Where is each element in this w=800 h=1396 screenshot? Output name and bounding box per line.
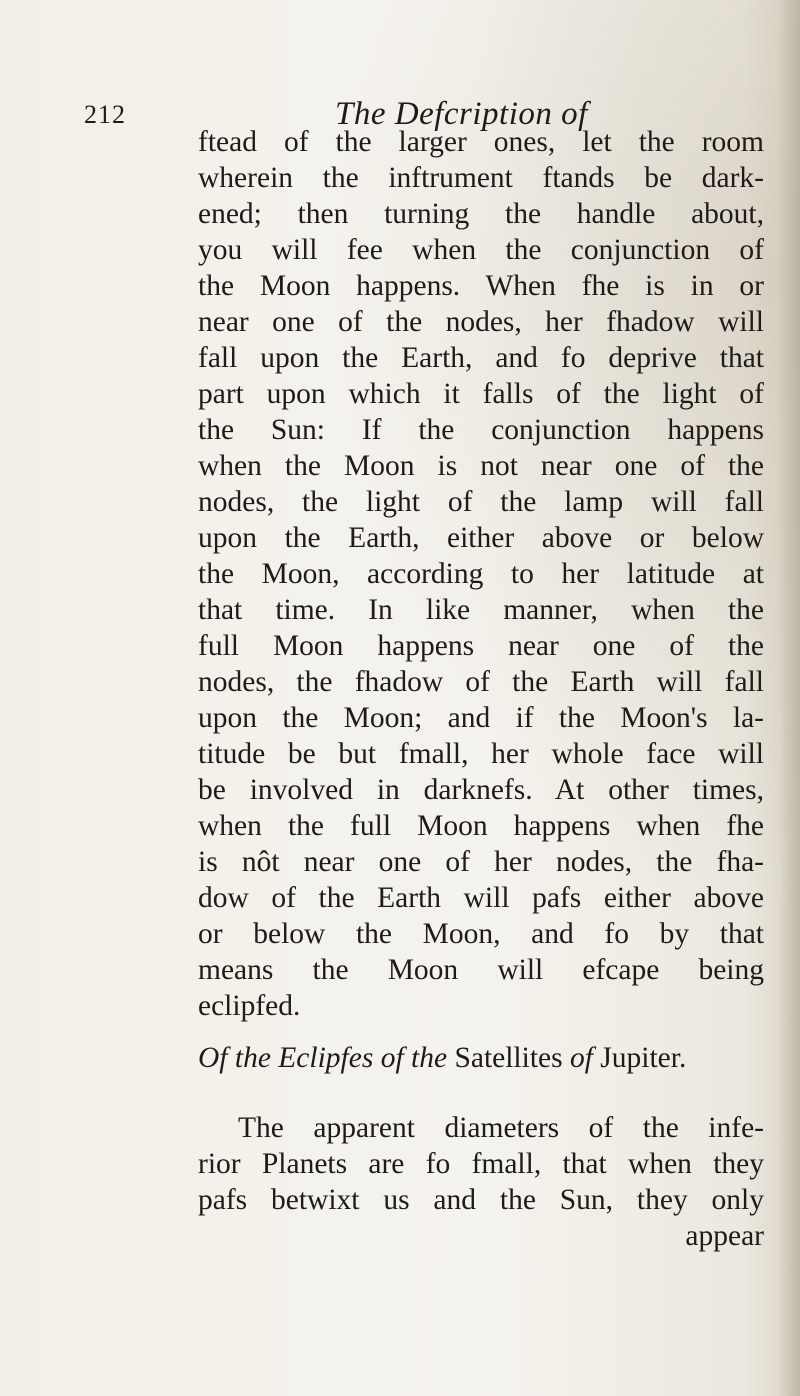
text-line: rior Planets are fo fmall, that when they [198,1148,764,1180]
text-line: wherein the inftrument ftands be dark- [198,162,764,194]
text-line: nodes, the light of the lamp will fall [198,486,764,518]
text-line: means the Moon will efcape being [198,954,764,986]
heading-part: of [569,1042,593,1074]
text-line: that time. In like manner, when the [198,594,764,626]
text-line: is nôt near one of her nodes, the fha- [198,846,764,878]
running-head: The Defcription of [335,96,588,132]
text-line: nodes, the fhadow of the Earth will fall [198,666,764,698]
heading-part: Satellites [454,1042,563,1074]
text-line: full Moon happens near one of the [198,630,764,662]
text-line: upon the Moon; and if the Moon's la- [198,702,764,734]
text-line: ftead of the larger ones, let the room [198,126,764,158]
text-line: the Moon happens. When fhe is in or [198,270,764,302]
text-line: upon the Earth, either above or below [198,522,764,554]
text-line: eclipfed. [198,990,301,1022]
text-line: the Moon, according to her latitude at [198,558,764,590]
text-line: fall upon the Earth, and fo deprive that [198,342,764,374]
text-line: part upon which it falls of the light of [198,378,764,410]
text-line: the Sun: If the conjunction happens [198,414,764,446]
catchword: appear [685,1220,764,1252]
section-heading [198,1040,764,1076]
text-line: near one of the nodes, her fhadow will [198,306,764,338]
text-line: titude be but fmall, her whole face will [198,738,764,770]
text-line: or below the Moon, and fo by that [198,918,764,950]
page-edge-shadow [778,0,800,1396]
page-number: 212 [84,100,126,129]
text-line: pafs betwixt us and the Sun, they only [198,1184,764,1216]
text-line: when the full Moon happens when fhe [198,810,764,842]
heading-part: Jupiter. [600,1042,687,1074]
text-line: be involved in darknefs. At other times, [198,774,764,806]
text-line: you will fee when the conjunction of [198,234,764,266]
text-line: The apparent diameters of the infe- [238,1112,764,1144]
text-line: dow of the Earth will pafs either above [198,882,764,914]
heading-part: Of the Eclipfes of the [198,1042,448,1074]
text-line: ened; then turning the handle about, [198,198,764,230]
text-line: when the Moon is not near one of the [198,450,764,482]
